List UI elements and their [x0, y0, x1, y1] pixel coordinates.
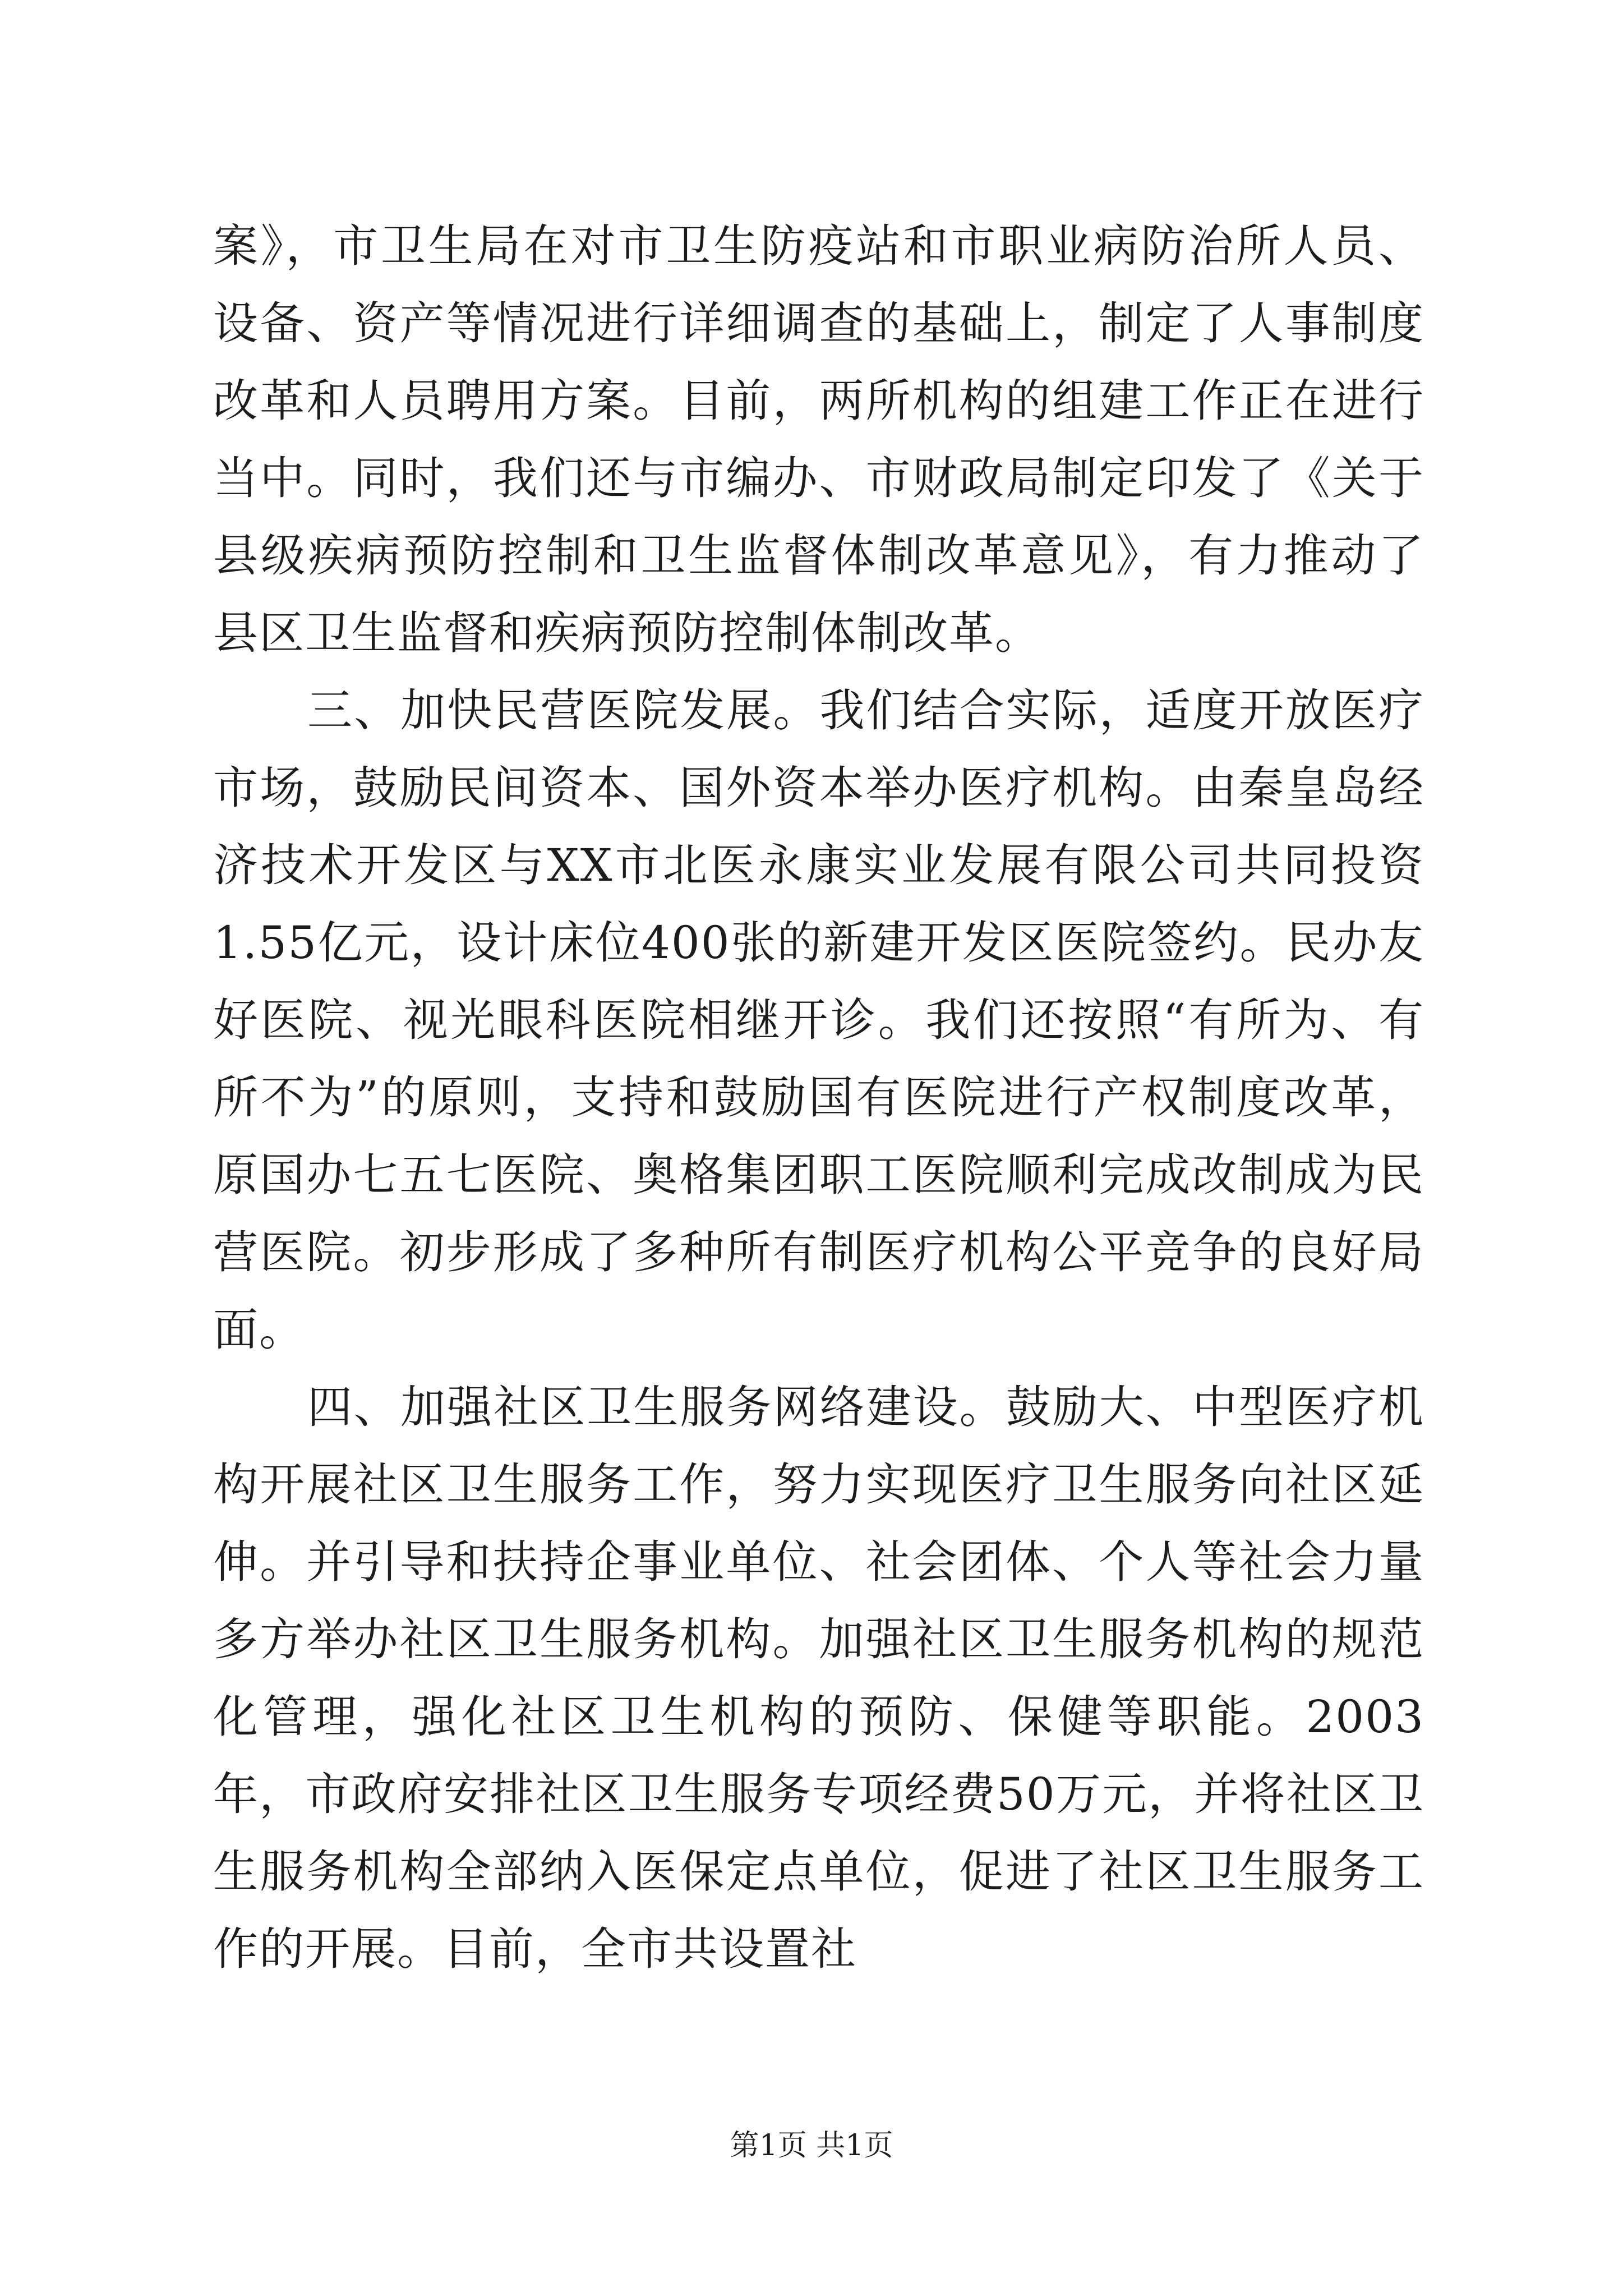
paragraph-community-health: 四、加强社区卫生服务网络建设。鼓励大、中型医疗机构开展社区卫生服务工作，努力实现医疗卫生服务向社区延伸。并引导和扶持企事业单位、社会团体、个人等社会力量多方举办社区卫生服务机构。加强社区卫生服务机构的规范化管理，强化社区卫生机构的预防、保健等职能。2003年，市政府安排社区卫生服务专项经费50万元，并将社区卫生服务机构全部纳入医保定点单位，促进了社区卫生服务工作的开展。目前，全市共设置社 [213, 1381, 1424, 1975]
document-body [213, 208, 1424, 1988]
page-footer: 第1页 共1页 [730, 2129, 893, 2162]
paragraph-private-hospitals: 三、加快民营医院发展。我们结合实际，适度开放医疗市场，鼓励民间资本、国外资本举办医疗机构。由秦皇岛经济技术开发区与XX市北医永康实业发展有限公司共同投资1.55亿元，设计床位400张的新建开发区医院签约。民办友好医院、视光眼科医院相继开诊。我们还按照“有所为、有所不为”的原则，支持和鼓励国有医院进行产权制度改革，原国办七五七医院、奥格集团职工医院顺利完成改制成为民营医院。初步形成了多种所有制医疗机构公平竞争的良好局面。 [213, 684, 1424, 1356]
paragraph-continuation: 案》，市卫生局在对市卫生防疫站和市职业病防治所人员、设备、资产等情况进行详细调查的基础上，制定了人事制度改革和人员聘用方案。目前，两所机构的组建工作正在进行当中。同时，我们还与市编办、市财政局制定印发了《关于县级疾病预防控制和卫生监督体制改革意见》，有力推动了县区卫生监督和疾病预防控制体制改革。 [213, 220, 1424, 659]
